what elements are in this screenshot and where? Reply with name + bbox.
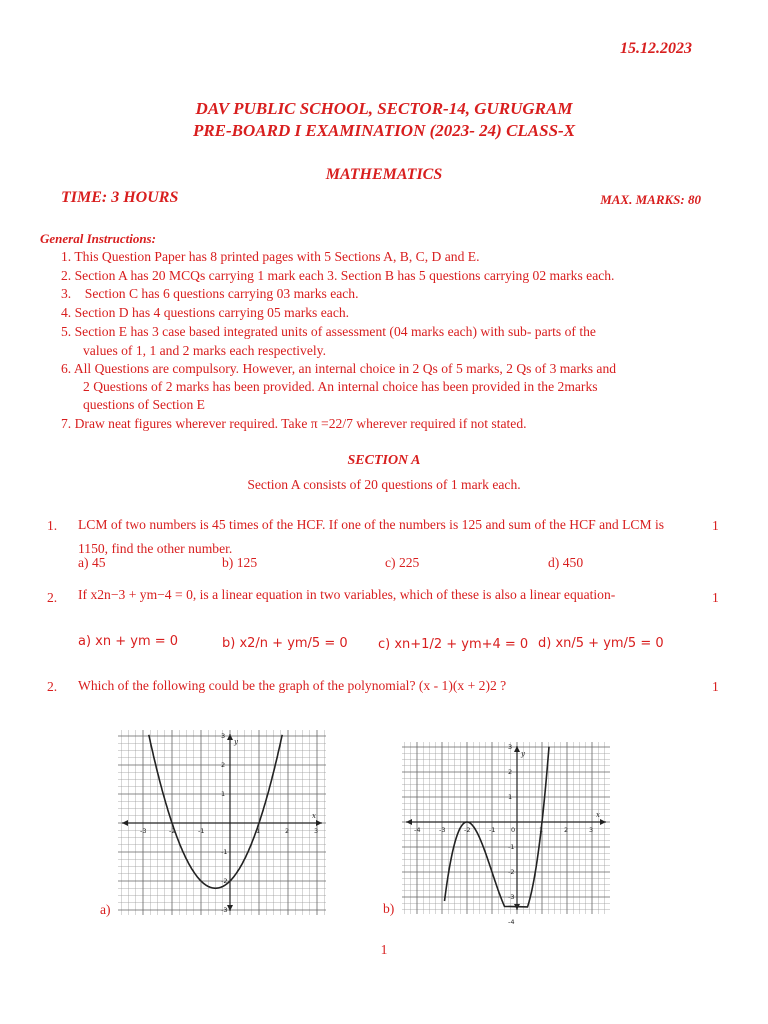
question-number: 2. [47,679,58,694]
x-axis-arrow [600,819,606,825]
y-tick-label: -2 [221,877,228,885]
option-d: d) 450 [548,555,584,570]
option-b: b) x2/n + ym/5 = 0 [222,636,348,651]
x-tick-label: 2 [285,827,290,835]
question-marks: 1 [712,518,719,533]
x-tick-label: 3 [589,826,594,834]
instruction-item: 3. Section C has 6 questions carrying 03 marks each. [61,286,359,301]
exam-date: 15.12.2023 [620,40,692,57]
x-axis-label: x [312,812,316,820]
instruction-item: 2 Questions of 2 marks has been provided. An internal choice has been provided in the 2marks [83,379,598,394]
graph-option-a-label: a) [100,902,111,917]
x-tick-label: 1 [256,827,261,835]
option-c: c) xn+1/2 + ym+4 = 0 [378,637,529,652]
x-tick-label: 2 [564,826,569,834]
y-tick-label: 3 [221,732,226,740]
curve [445,747,550,907]
x-axis-arrow [316,820,322,826]
option-c: c) 225 [385,555,420,570]
y-tick-label: -4 [508,918,515,926]
question-number: 2. [47,590,58,605]
x-axis-arrow [406,819,412,825]
y-tick-label: 1 [221,790,226,798]
question-marks: 1 [712,679,719,694]
time-allowed: TIME: 3 HOURS [61,189,179,206]
y-tick-label: 2 [508,768,513,776]
y-axis-label: y [521,750,525,758]
max-marks: MAX. MARKS: 80 [600,192,701,207]
x-tick-label: 3 [314,827,319,835]
subject-title: MATHEMATICS [325,166,443,183]
y-tick-label: -3 [508,893,515,901]
question-text: If x2n−3 + ym−4 = 0, is a linear equation in two variables, which of these is also a linear equation- [78,587,616,602]
option-b: b) 125 [222,555,258,570]
y-tick-label: 1 [508,793,513,801]
instruction-item: 6. All Questions are compulsory. However, an internal choice in 2 Qs of 5 marks, 2 Qs of 3 marks and [61,361,617,376]
x-tick-label: 0 [511,826,516,834]
graph-option-b [402,742,610,926]
section-title: SECTION A [347,453,421,468]
x-tick-label: -1 [198,827,205,835]
x-tick-label: -4 [414,826,421,834]
instruction-item: 7. Draw neat figures wherever required. Take π =22/7 wherever required if not stated. [61,416,527,431]
question-number: 1. [47,518,58,533]
instruction-item: 5. Section E has 3 case based integrated units of assessment (04 marks each) with sub- parts of the [61,324,596,339]
y-tick-label: -3 [221,906,228,914]
question-text: LCM of two numbers is 45 times of the HCF. If one of the numbers is 125 and sum of the HCF and LCM is 1150, find the other number. [78,517,665,556]
option-a: a) 45 [78,555,106,570]
instruction-item: questions of Section E [83,397,205,412]
option-d: d) xn/5 + ym/5 = 0 [538,636,664,651]
instruction-item: 1. This Question Paper has 8 printed pages with 5 Sections A, B, C, D and E. [61,249,480,264]
x-axis-arrow [122,820,128,826]
x-tick-label: -3 [439,826,446,834]
y-tick-label: 2 [221,761,226,769]
section-subtitle: Section A consists of 20 questions of 1 mark each. [247,477,521,492]
y-tick-label: -2 [508,868,515,876]
graph-option-b-label: b) [383,901,395,916]
x-tick-label: -1 [489,826,496,834]
instruction-item: 4. Section D has 4 questions carrying 05 marks each. [61,305,350,320]
x-tick-label: -3 [140,827,147,835]
general-instructions-title: General Instructions: [40,231,156,246]
option-a: a) xn + ym = 0 [78,634,179,649]
x-tick-label: -2 [169,827,176,835]
x-tick-label: -2 [464,826,471,834]
question-marks: 1 [712,590,719,605]
instruction-item: 2. Section A has 20 MCQs carrying 1 mark each 3. Section B has 5 questions carrying 02 marks each. [61,268,615,283]
exam-title: PRE-BOARD I EXAMINATION (2023- 24) CLASS-X [192,121,576,140]
instruction-item: values of 1, 1 and 2 marks each respectively. [83,343,326,358]
y-tick-label: -1 [221,848,228,856]
graph-option-a [118,730,326,915]
y-tick-label: -1 [508,843,515,851]
page-number: 1 [380,942,388,957]
x-tick-label: 1 [539,826,544,834]
y-axis-arrow [227,734,233,740]
y-axis-label: y [234,738,238,746]
x-axis-label: x [596,811,600,819]
y-tick-label: 3 [508,743,513,751]
question-text: Which of the following could be the graph of the polynomial? (x - 1)(x + 2)2 ? [78,678,507,693]
school-name: DAV PUBLIC SCHOOL, SECTOR-14, GURUGRAM [195,99,573,118]
